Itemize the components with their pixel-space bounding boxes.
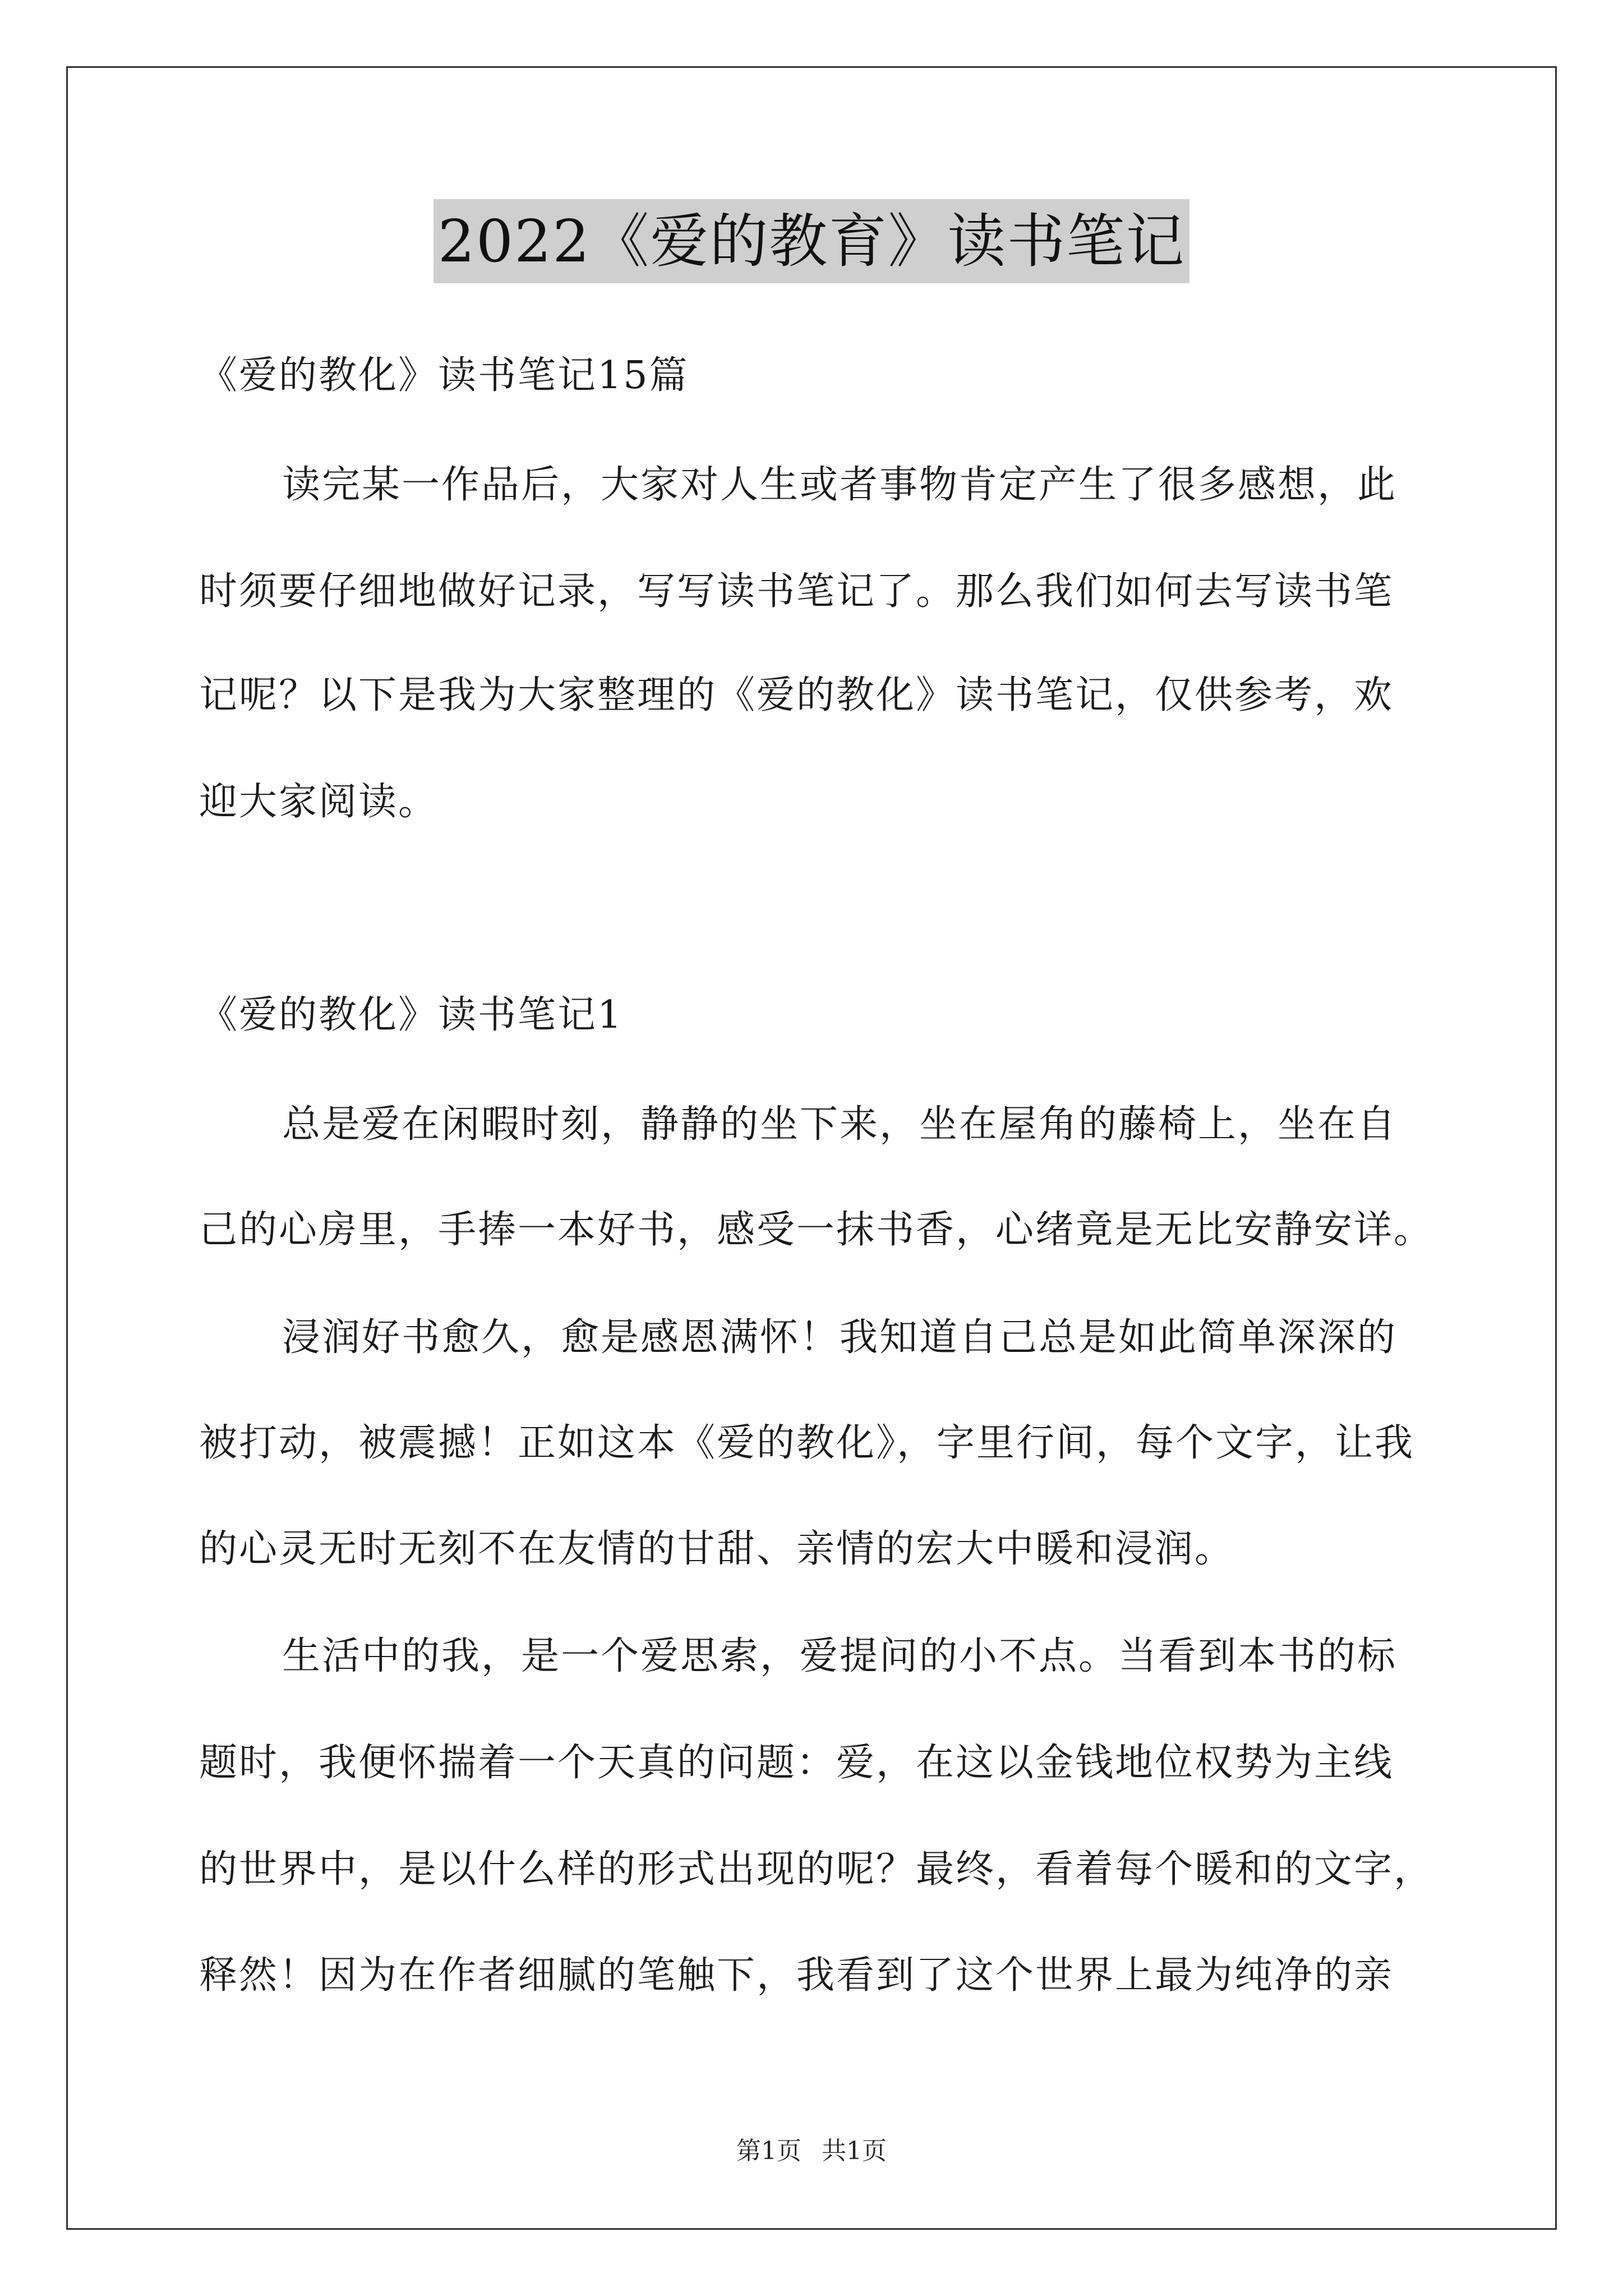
page-number-total: 共1页 xyxy=(822,2137,887,2165)
paragraph-line: 生活中的我，是一个爱思索，爱提问的小不点。当看到本书的标 xyxy=(282,1634,1398,1678)
paragraph-line: 被打动，被震撼！正如这本《爱的教化》，字里行间，每个文字，让我 xyxy=(199,1421,1415,1465)
page-footer xyxy=(0,2134,1623,2168)
intro-line: 读完某一作品后，大家对人生或者事物肯定产生了很多感想，此 xyxy=(282,463,1398,507)
paragraph-line: 的心灵无时无刻不在友情的甘甜、亲情的宏大中暖和浸润。 xyxy=(199,1527,1235,1571)
paragraph-line: 浸润好书愈久，愈是感恩满怀！我知道自己总是如此简单深深的 xyxy=(282,1315,1398,1360)
intro-line: 记呢？以下是我为大家整理的《爱的教化》读书笔记，仅供参考，欢 xyxy=(199,673,1394,717)
paragraph-line: 的世界中，是以什么样的形式出现的呢？最终，看着每个暖和的文字， xyxy=(199,1847,1434,1892)
title-container xyxy=(0,199,1623,283)
paragraph-line: 释然！因为在作者细腻的笔触下，我看到了这个世界上最为纯净的亲 xyxy=(199,1953,1394,1998)
section-heading: 《爱的教化》读书笔记1 xyxy=(199,993,624,1037)
subtitle: 《爱的教化》读书笔记15篇 xyxy=(199,353,689,398)
paragraph-line: 己的心房里，手捧一本好书，感受一抹书香，心绪竟是无比安静安详。 xyxy=(199,1208,1434,1252)
intro-line: 迎大家阅读。 xyxy=(199,780,439,824)
document-title: 2022《爱的教育》读书笔记 xyxy=(434,199,1190,283)
intro-line: 时须要仔细地做好记录，写写读书笔记了。那么我们如何去写读书笔 xyxy=(199,569,1394,614)
paragraph-line: 总是爱在闲暇时刻，静静的坐下来，坐在屋角的藤椅上，坐在自 xyxy=(282,1102,1398,1147)
page-number-current: 第1页 xyxy=(736,2137,801,2165)
paragraph-line: 题时，我便怀揣着一个天真的问题：爱，在这以金钱地位权势为主线 xyxy=(199,1741,1394,1785)
